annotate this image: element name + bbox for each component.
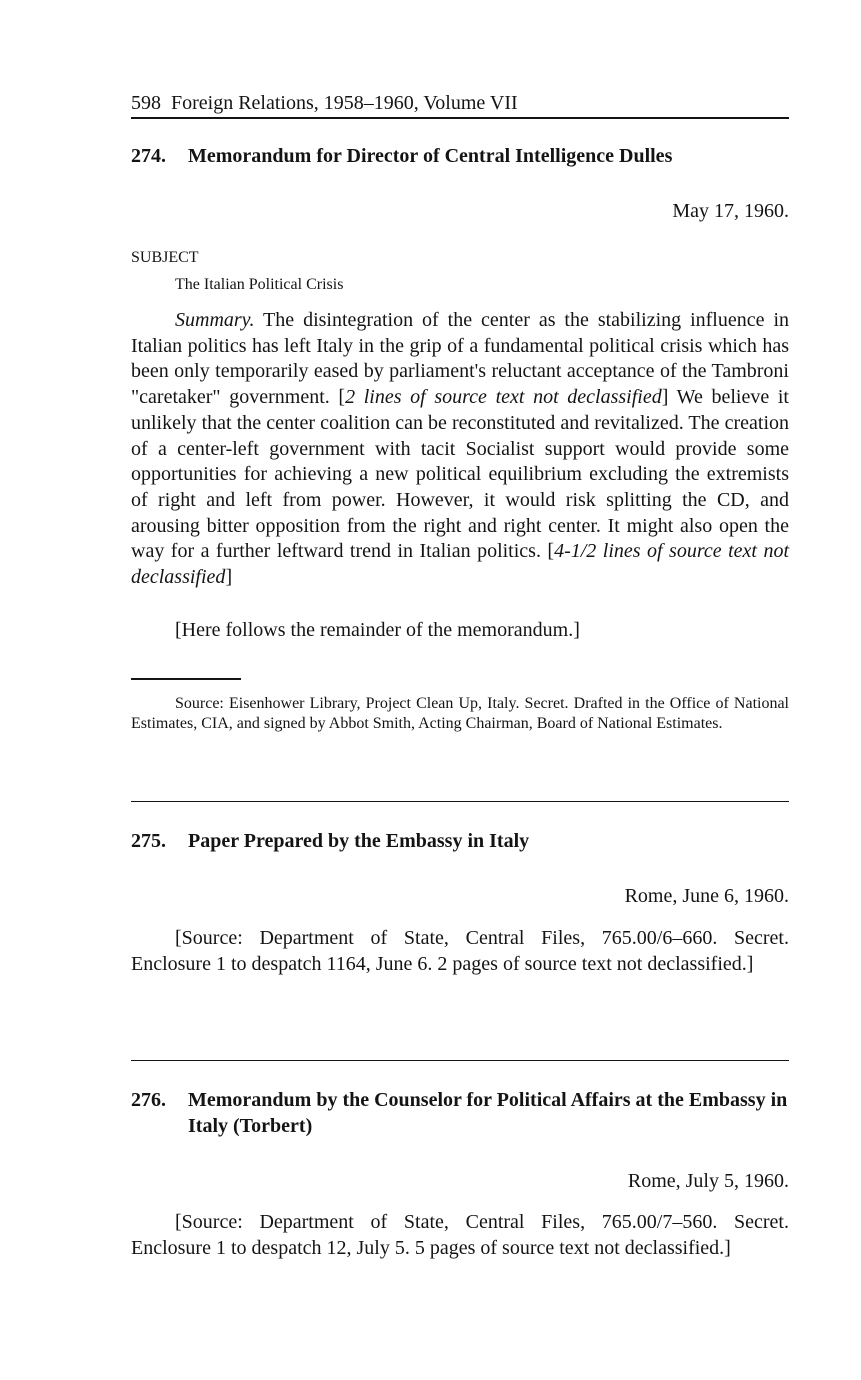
editorial-note: [Here follows the remainder of the memorandum.] — [175, 619, 580, 641]
summary-label: Summary. — [175, 309, 255, 331]
doc-title: Paper Prepared by the Embassy in Italy — [188, 830, 530, 852]
doc-274-heading — [131, 143, 789, 169]
redaction-note: 2 lines of source text not declassified — [345, 386, 662, 409]
subject-label: SUBJECT — [131, 249, 199, 266]
doc-275-date: Rome, June 6, 1960. — [624, 885, 789, 907]
doc-275-heading — [131, 828, 789, 854]
doc-number: 276. — [131, 1089, 166, 1111]
doc-title: Memorandum by the Counselor for Political Affairs at the Embassy in Italy (Torbert) — [188, 1089, 788, 1137]
section-divider — [131, 1060, 789, 1061]
summary-paragraph: Summary. The disintegration of the center as the stabilizing influence in Italian politics has left Italy in the grip of a fundamental political crisis which has been only temporarily eased by parliament's reluctant acceptance of the Tambroni "caretaker" government. [2 lines of source text not declassified] We believe it unlikely that the center coalition can be reconstituted and revitalized. The creation of a center-left government with tacit Socialist support would provide some opportunities for achieving a new political equilibrium excluding the extremists of right and left from power. However, it would risk splitting the CD, and arousing bitter opposition from the right and right center. It might also open the way for a further leftward trend in Italian politics. [4-1/2 lines of source text not declassified] — [131, 309, 789, 589]
doc-276-heading — [131, 1087, 789, 1139]
doc-275-source: [Source: Department of State, Central Files, 765.00/6–660. Secret. Enclosure 1 to despatch 1164, June 6. 2 pages of source text not declassified.] — [131, 927, 789, 975]
subject-text: The Italian Political Crisis — [175, 276, 344, 293]
doc-number: 275. — [131, 830, 166, 852]
doc-276-date: Rome, July 5, 1960. — [627, 1170, 789, 1192]
doc-274-date: May 17, 1960. — [672, 200, 789, 222]
volume-title: Foreign Relations, 1958–1960, Volume VII — [171, 92, 518, 114]
footnote-rule — [131, 678, 241, 680]
doc-number: 274. — [131, 145, 166, 167]
section-divider — [131, 801, 789, 802]
doc-title: Memorandum for Director of Central Intelligence Dulles — [188, 145, 673, 167]
running-head — [131, 88, 789, 119]
page-number: 598 — [131, 92, 161, 114]
redaction-note: 4-1/2 lines of source text not declassified — [131, 540, 789, 589]
doc-276-source: [Source: Department of State, Central Files, 765.00/7–560. Secret. Enclosure 1 to despatch 12, July 5. 5 pages of source text not declassified.] — [131, 1211, 789, 1259]
source-footnote: Source: Eisenhower Library, Project Clean Up, Italy. Secret. Drafted in the Office of National Estimates, CIA, and signed by Abbot Smith, Acting Chairman, Board of National Estimates. — [131, 695, 789, 732]
